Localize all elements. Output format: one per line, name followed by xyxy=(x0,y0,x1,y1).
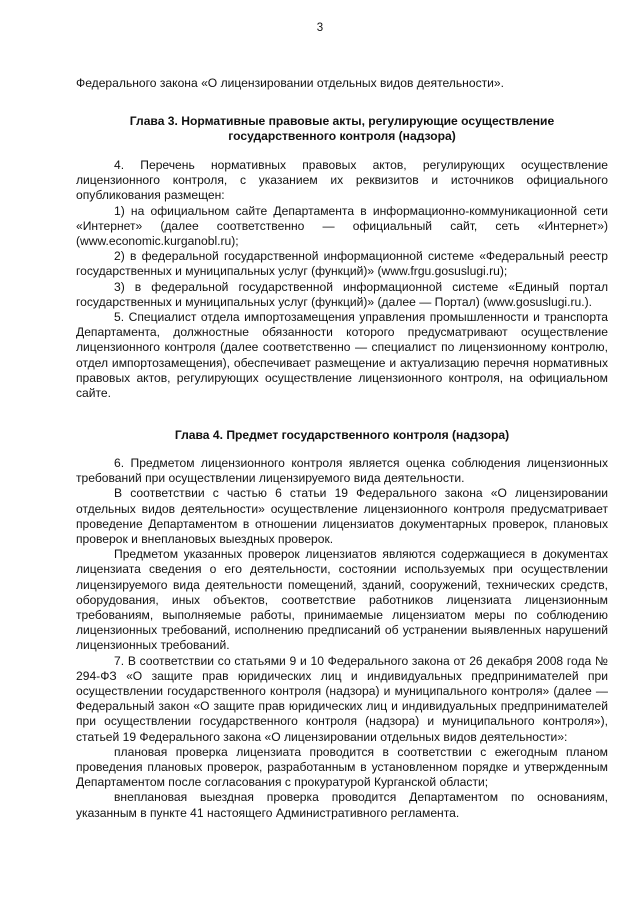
paragraph-4: 4. Перечень нормативных правовых актов, регулирующих осуществление лицензионного контроля, с указанием их реквизитов и источников официального опубликования размещен: xyxy=(76,158,608,203)
paragraph-5: 5. Специалист отдела импортозамещения управления промышленности и транспорта Департамента, должностные обязанности которого предусматривают осуществление лицензионного контроля (далее соответственно — специалист по лицензионному контролю, отдел импортозамещения), обеспечивает размещение и актуализацию перечня нормативных правовых актов, регулирующих осуществление лицензионного контроля, на официальном сайте. xyxy=(76,310,608,401)
paragraph-4-item-1: 1) на официальном сайте Департамента в информационно-коммуникационной сети «Интернет» (далее соответственно — официальный сайт, сеть «Интернет») (www.economic.kurganobl.ru); xyxy=(76,203,608,249)
chapter-3-heading: Глава 3. Нормативные правовые акты, регулирующие осуществление государственного контроля (надзора) xyxy=(129,114,555,144)
paragraph-6: 6. Предметом лицензионного контроля является оценка соблюдения лицензионных требований при осуществлении лицензируемого вида деятельности. xyxy=(76,456,608,486)
chapter-3-body xyxy=(76,158,608,401)
paragraph-4-item-2: 2) в федеральной государственной информационной системе «Федеральный реестр государственных и муниципальных услуг (функций)» (www.frgu.gosuslugi.ru); xyxy=(76,249,608,279)
chapter-4-heading: Глава 4. Предмет государственного контроля (надзора) xyxy=(174,428,510,442)
paragraph-7: 7. В соответствии со статьями 9 и 10 Федерального закона от 26 декабря 2008 года № 294-ФЗ «О защите прав юридических лиц и индивидуальных предпринимателей при осуществлении государственного контроля (надзора) и муниципального контроля» (далее — Федеральный закон «О защите прав юридических лиц и индивидуальных предпринимателей при осуществлении государственного контроля (надзора) и муниципального контроля»), статьей 19 Федерального закона «О лицензировании отдельных видов деятельности»: xyxy=(76,653,608,744)
paragraph-6-part-6: В соответствии с частью 6 статьи 19 Федерального закона «О лицензировании отдельных видов деятельности» осуществление лицензионного контроля предусматривает проведение Департаментом в отношении лицензиатов документарных проверок, плановых проверок и внеплановых выездных проверок. xyxy=(76,486,608,547)
intro-paragraph: Федерального закона «О лицензировании отдельных видов деятельности». xyxy=(76,76,504,90)
chapter-4-body xyxy=(76,456,608,821)
paragraph-7-planned: плановая проверка лицензиата проводится в соответствии с ежегодным планом проведения плановых проверок, разработанным в установленном порядке и утвержденным Департаментом после согласования с прокуратурой Курганской области; xyxy=(76,744,608,790)
intro-block xyxy=(76,76,608,91)
page-number: 3 xyxy=(316,22,324,34)
paragraph-7-unplanned: внеплановая выездная проверка проводится Департаментом по основаниям, указанным в пункте 41 настоящего Административного регламента. xyxy=(76,790,608,820)
paragraph-4-item-3: 3) в федеральной государственной информационной системе «Единый портал государственных и муниципальных услуг (функций)» (далее — Портал) (www.gosuslugi.ru.). xyxy=(76,279,608,309)
paragraph-6-subject: Предметом указанных проверок лицензиатов являются содержащиеся в документах лицензиата сведения о его деятельности, состоянии используемых при осуществлении лицензируемого вида деятельности помещений, зданий, сооружений, технических средств, оборудования, иных объектов, соответствие работников лицензиата лицензионным требованиям, выполняемые работы, принимаемые лицензиатом меры по соблюдению лицензионных требований, исполнению предписаний об устранении выявленных нарушений лицензионных требований. xyxy=(76,547,608,653)
